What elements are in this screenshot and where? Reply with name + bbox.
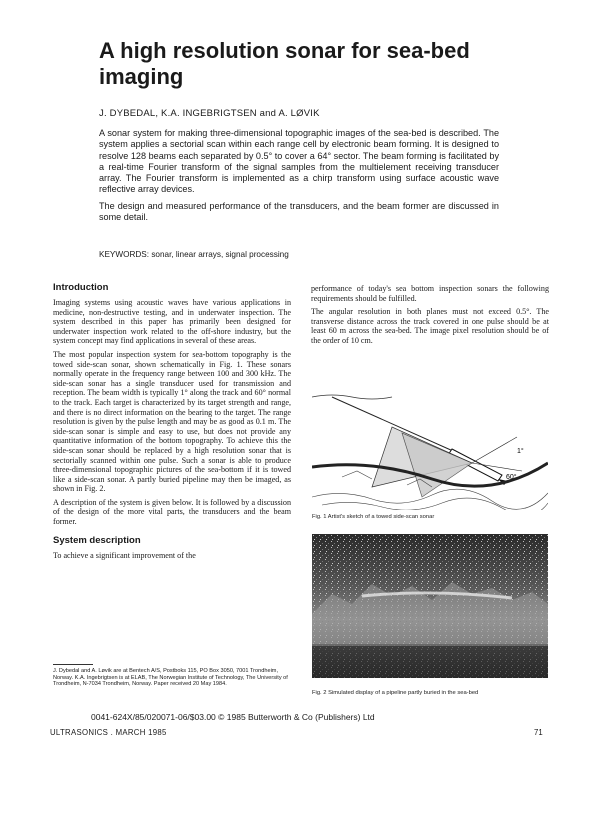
introduction-paragraph: The most popular inspection system for sea-bottom topography is the towed side-scan sonar, shown schematically in Fig. 1. These sonars normally operate in the frequency range between 100 and 300 kHz. The side-scan sonar has a single transducer used for transmission and reception. The beam width is typically 1° along the track and 60° normal to the track. Each target is characterized by its target strength and range, and there is no direct information on the bearing to the target. The range resolution is given by the pulse length and may be as good as 0.1 m. The side-scan sonar is simple and easy to use, but does not provide any quantitative information of the bottom topography. To achieve this the side-scan sonar should be replaced by a high resolution sonar that is sectorially scanned within one pulse. Such a sonar is able to produce three-dimensional topographic pictures of the sea-bottom if it is towed like a side-scan sonar. A partly buried pipeline may then be imaged, as shown in Fig. 2.	[53, 349, 291, 494]
footnote-divider	[53, 664, 93, 665]
introduction-paragraph: Imaging systems using acoustic waves have various applications in medicine, non-destructive testing, and in underwater inspection. The system described in this paper has primarily been designed for underwater inspection work related to the off-shore industry, but the system concept may find applications in several of these areas.	[53, 298, 291, 346]
figure-1-caption: Fig. 1 Artist's sketch of a towed side-scan sonar	[312, 514, 435, 520]
body-paragraph: performance of today's sea bottom inspection sonars the following requirements should be fulfilled.	[311, 284, 549, 303]
system-description-paragraph: To achieve a significant improvement of the	[53, 550, 196, 560]
sea-surface	[312, 395, 392, 399]
page-number: 71	[534, 728, 543, 737]
abstract-paragraph: A sonar system for making three-dimensional topographic images of the sea-bed is described. The system applies a sectorial scan within each range cell by electronic beam forming. It is designed to resolve 128 beams each separated by 0.5° to cover a 64° sector. The beam forming is facilitated by a real-time Fourier transform of the signal samples from the multielement receiving transducer array. The Fourier transform is implemented as a chirp transform using surface acoustic wave reflective array devices.	[99, 128, 499, 195]
right-column	[311, 284, 549, 350]
figure-2-caption: Fig. 2 Simulated display of a pipeline partly buried in the sea-bed	[312, 690, 479, 696]
author-affiliation-footnote: J. Dybedal and A. Løvik are at Bentech A/S, Postboks 115, PO Box 3050, 7001 Trondheim, Norway. K.A. Ingebrigtsen is at ELAB, The Norwegian Institute of Technology, The University of Trondheim, N-7034 Trondheim, Norway. Paper received 20 May 1984.	[53, 668, 288, 688]
figure-2-simulated-pipeline-display	[312, 534, 548, 678]
keywords: KEYWORDS: sonar, linear arrays, signal processing	[99, 250, 289, 259]
angle-label-1: 1°	[517, 448, 524, 455]
copyright-line: 0041-624X/85/020071-06/$03.00 © 1985 Butterworth & Co (Publishers) Ltd	[91, 712, 375, 722]
introduction-paragraph: A description of the system is given below. It is followed by a discussion of the design of the more vital parts, the transducers and the beam former.	[53, 497, 291, 527]
abstract-paragraph: The design and measured performance of the transducers, and the beam former are discussed in some detail.	[99, 200, 499, 223]
abstract	[99, 128, 499, 228]
journal-footer: ULTRASONICS . MARCH 1985	[50, 728, 167, 737]
figure-1-side-scan-sonar-sketch	[312, 367, 548, 510]
angle-label-2: 60°	[506, 474, 517, 481]
body-paragraph: The angular resolution in both planes must not exceed 0.5°. The transverse distance across the track covered in one pulse should be at least 60 m across the sea-bed. The image pixel resolution should be of the order of 10 cm.	[311, 307, 549, 345]
paper-title: A high resolution sonar for sea-bed imaging	[99, 38, 470, 89]
left-column	[53, 282, 291, 564]
system-description-heading: System description	[53, 534, 141, 546]
introduction-heading: Introduction	[53, 282, 109, 293]
image-shadow-band	[312, 646, 548, 678]
author-list: J. DYBEDAL, K.A. INGEBRIGTSEN and A. LØVIK	[99, 108, 320, 119]
